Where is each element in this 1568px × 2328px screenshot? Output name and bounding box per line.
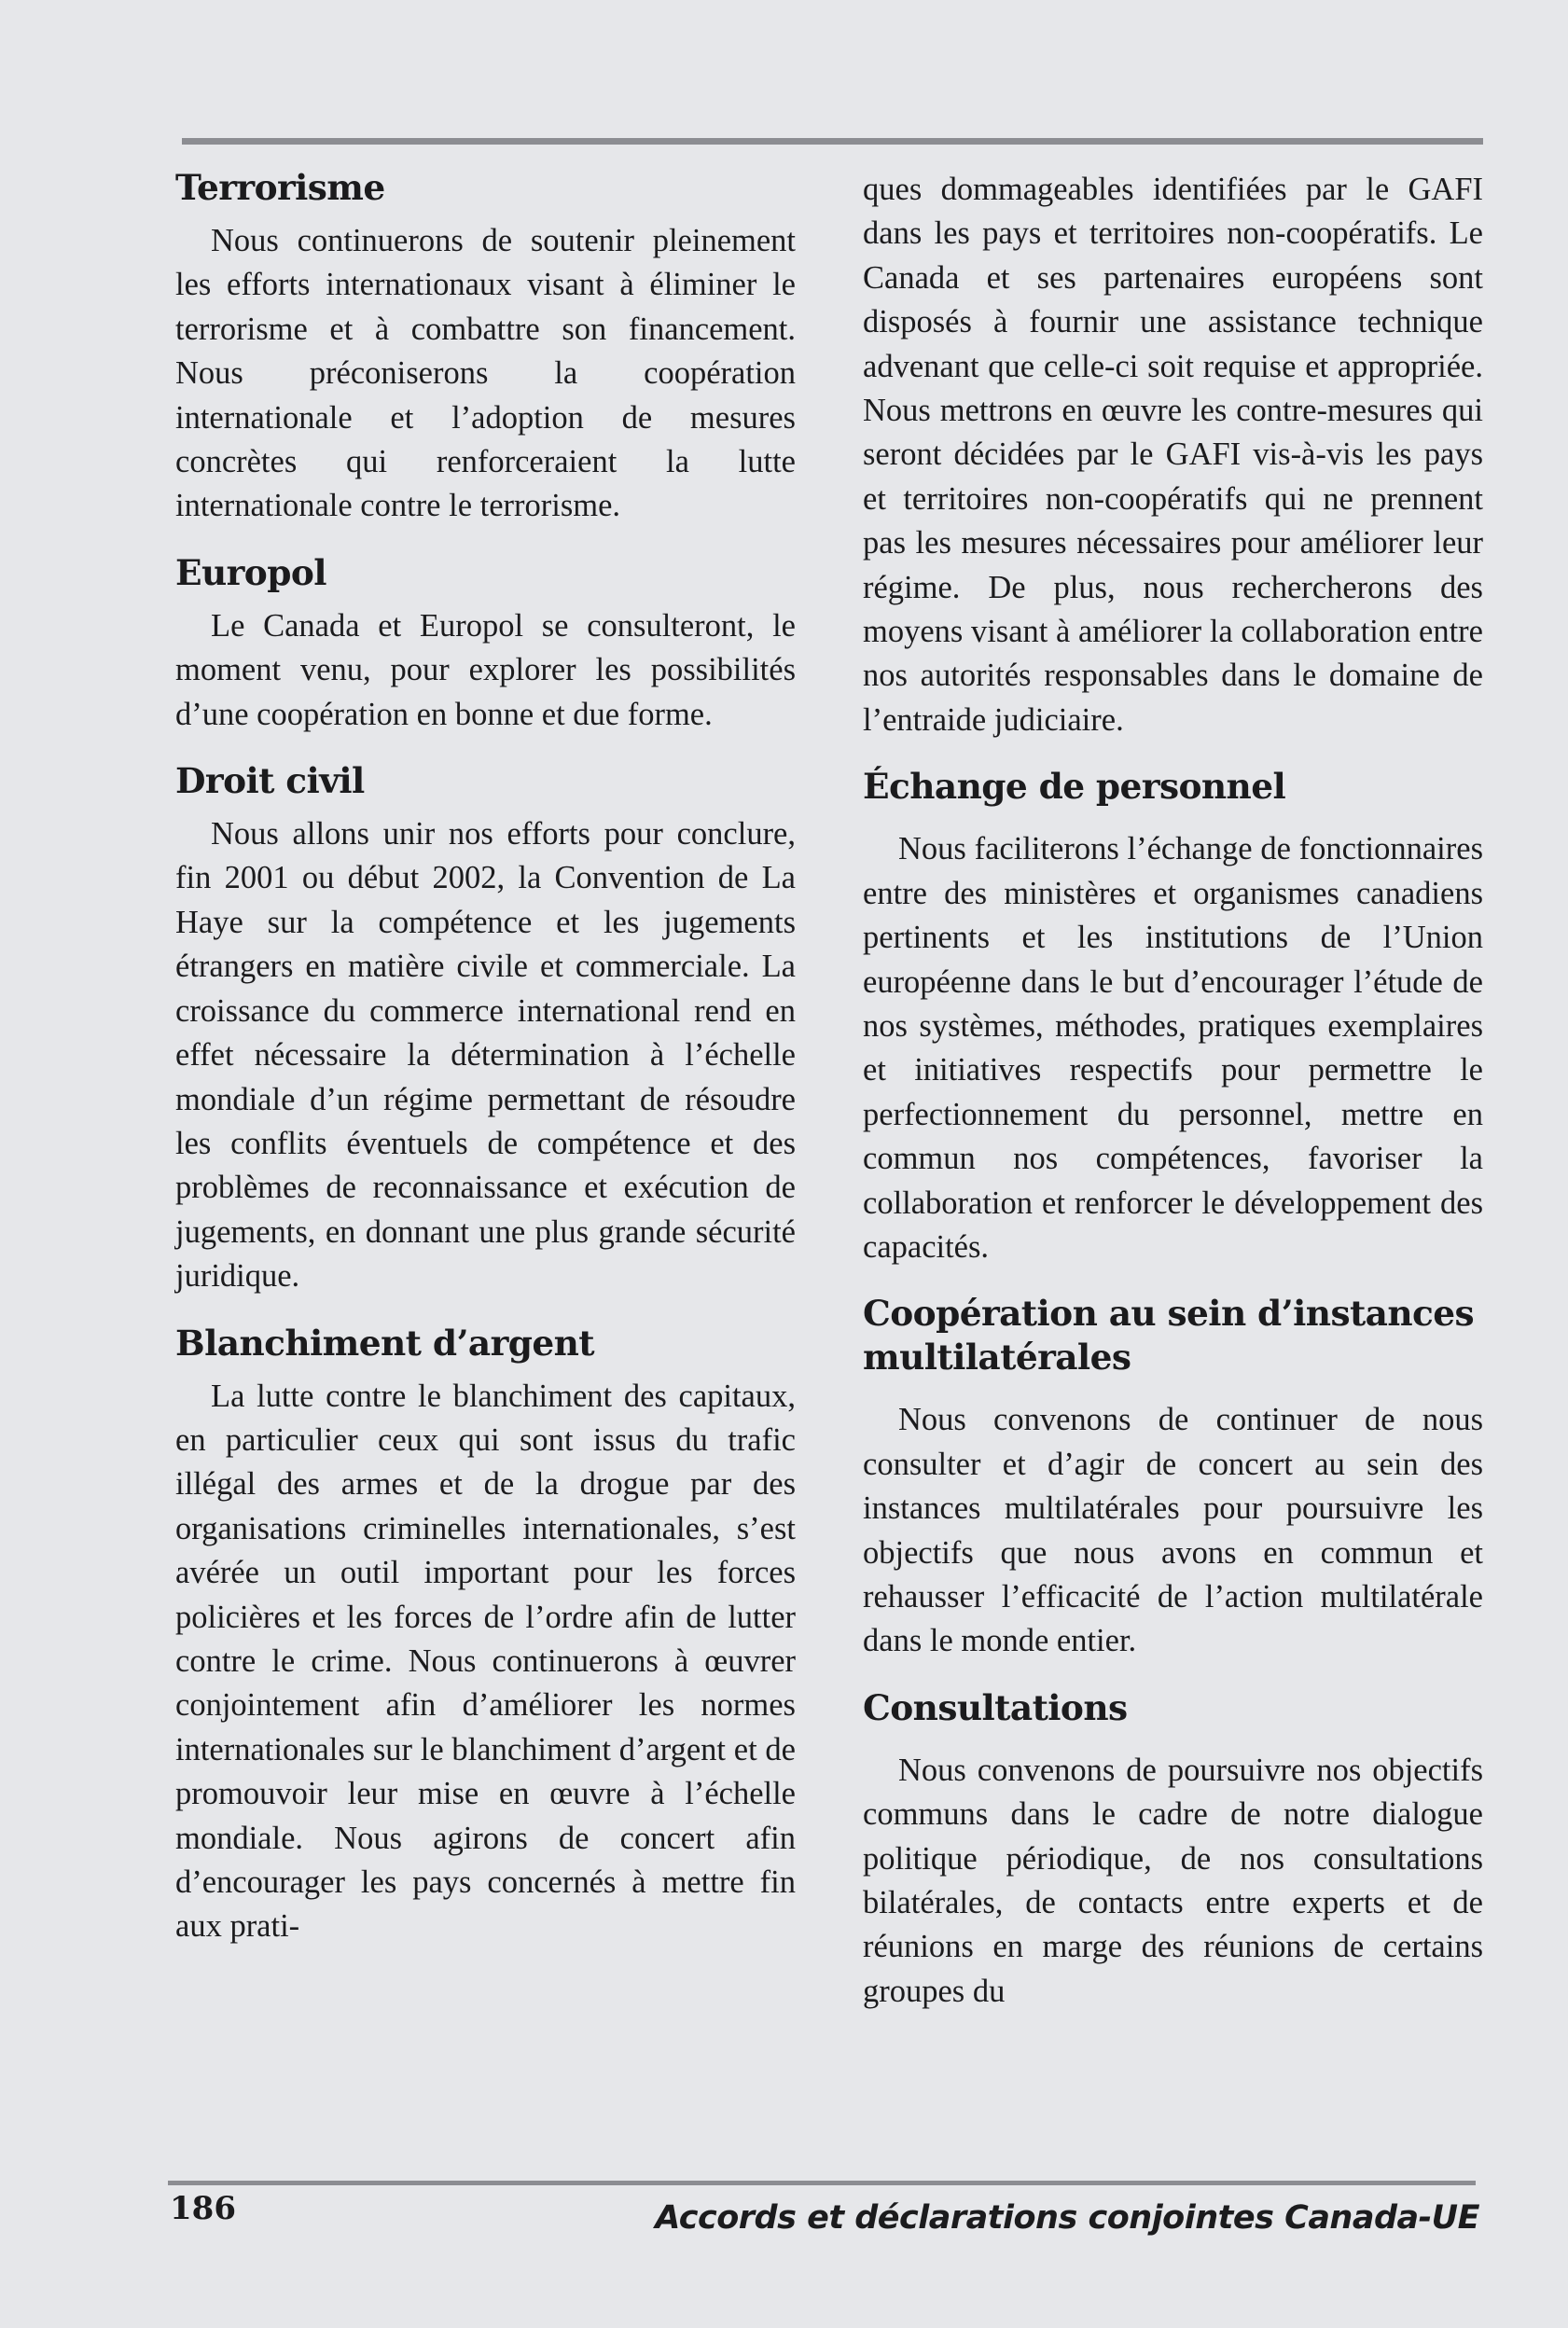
section-paragraph: Nous convenons de poursuivre nos objectifs communs dans le cadre de notre dialogue politique périodique, de nos consultations bilatérales, de contacts entre experts et de réunions en marge des réunions de certains groupes du: [863, 1752, 1483, 2009]
section-paragraph: Nous allons unir nos efforts pour conclure, fin 2001 ou début 2002, la Convention de La Haye sur la compétence et les jugements étrangers en matière civile et commerciale. La croissance du commerce international rend en effet nécessaire la détermination à l’échelle mondiale d’un régime permettant de résoudre les conflits éventuels de compétence et des problèmes de reconnaissance et exécution de jugements, en donnant une plus grande sécurité juridique.: [175, 816, 796, 1295]
section-heading: Terrorisme: [175, 167, 385, 208]
section-paragraph: La lutte contre le blanchiment des capitaux, en particulier ceux qui sont issus du trafic illégal des armes et de la drogue par des organisations criminelles internationales, s’est avérée un outil important pour les forces policières et les forces de l’ordre afin de lutter contre le crime. Nous continuerons à œuvrer conjointement afin d’améliorer les normes internationales sur le blanchiment d’argent et de promouvoir leur mise en œuvre à l’échelle mondiale. Nous agirons de concert afin d’encourager les pays concernés à mettre fin aux prati-: [175, 1378, 796, 1945]
section-terrorisme: [175, 166, 796, 529]
section-cooperation-multilaterale: [863, 1292, 1483, 1663]
section-heading: Coopération au sein d’instances multilatérales: [863, 1293, 1475, 1379]
section-blanchiment: [175, 1322, 796, 1949]
section-heading: Consultations: [863, 1686, 1128, 1728]
section-paragraph: Le Canada et Europol se consulteront, le moment venu, pour explorer les possibilités d’une coopération en bonne et due forme.: [175, 607, 796, 732]
left-column: [175, 166, 796, 1949]
running-footer-title: Accords et déclarations conjointes Canada-UE: [655, 2199, 1479, 2237]
right-column: [863, 168, 1483, 2014]
footer-rule: [168, 2181, 1476, 2185]
continued-paragraph: ques dommageables identifiées par le GAFI dans les pays et territoires non-coopératifs. Le Canada et ses partenaires européens sont disposés à fournir une assistance technique advenant que celle-ci soit requise et appropriée. Nous mettrons en œuvre les contre-mesures qui seront décidées par le GAFI vis-à-vis les pays et territoires non-coopératifs qui ne prennent pas les mesures nécessaires pour améliorer leur régime. De plus, nous rechercherons des moyens visant à améliorer la collaboration entre nos autorités responsables dans le domaine de l’entraide judiciaire.: [863, 172, 1483, 738]
section-paragraph: Nous convenons de continuer de nous consulter et d’agir de concert au sein des instances multilatérales pour poursuivre les objectifs que nous avons en commun et rehausser l’efficacité de l’action multilatérale dans le monde entier.: [863, 1402, 1483, 1659]
section-paragraph: Nous faciliterons l’échange de fonctionnaires entre des ministères et organismes canadiens pertinents et les institutions de l’Union européenne dans le but d’encourager l’étude de nos systèmes, méthodes, pratiques exemplaires et initiatives respectifs pour permettre le perfectionnement du personnel, mettre en commun nos compétences, favoriser la collaboration et renforcer le développement des capacités.: [863, 831, 1483, 1265]
section-droit-civil: [175, 759, 796, 1298]
section-paragraph: Nous continuerons de soutenir pleinement les efforts internationaux visant à éliminer le terrorisme et à combattre son financement. Nous préconiserons la coopération internationale et l’adoption de mesures concrètes qui renforceraient la lutte internationale contre le terrorisme.: [175, 223, 796, 524]
section-europol: [175, 551, 796, 737]
section-consultations: [863, 1686, 1483, 2014]
section-heading: Échange de personnel: [863, 766, 1286, 808]
section-heading: Droit civil: [175, 760, 365, 802]
section-heading: Blanchiment d’argent: [175, 1322, 595, 1364]
section-heading: Europol: [175, 551, 326, 593]
header-rule: [182, 138, 1483, 145]
page-number: 186: [170, 2190, 236, 2227]
section-echange-personnel: [863, 765, 1483, 1269]
